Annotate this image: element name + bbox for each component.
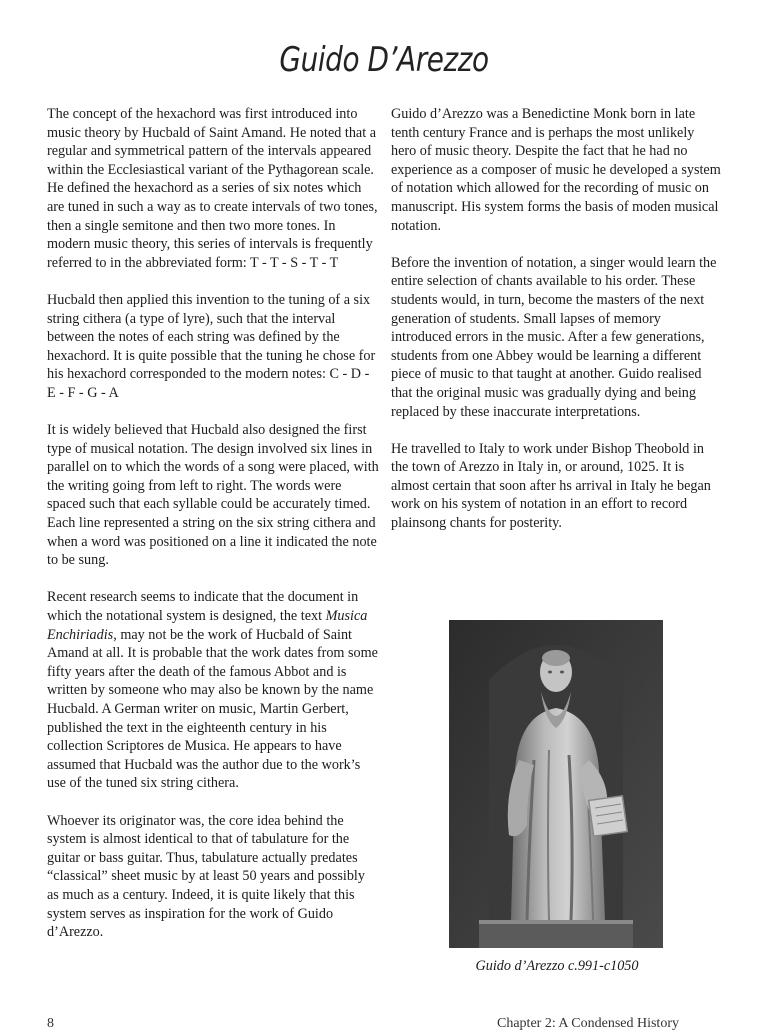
paragraph: Whoever its originator was, the core idea behind the system is almost identical to that of tabulature for the guitar or bass guitar. Thus, tabulature actually predates “classical” sheet music by at least 50 years and possibly as much as a century. Indeed, it is quite likely that this system serves as inspiration for the work of Guido d’Arezzo.	[47, 812, 365, 941]
statue-illustration	[449, 620, 663, 948]
left-column	[47, 105, 379, 942]
chapter-title: Chapter 2: A Condensed History	[497, 1016, 679, 1031]
right-column	[391, 105, 723, 533]
paragraph: Hucbald then applied this invention to the tuning of a six string cithera (a type of lyre), such that the interval between the notes of each string was defined by the hexachord. It is quite possible that the tuning he chose for his hexachord corresponded to the modern notes: C - D - E - F - G - A	[47, 291, 376, 401]
paragraph: He travelled to Italy to work under Bishop Theobold in the town of Arezzo in Italy in, or around, 1025. It is almost certain that soon after hs arrival in Italy he began work on his system of notation in an effort to record plainsong chants for posterity.	[391, 440, 711, 532]
paragraph-text: , may not be the work of Hucbald of Saint Amand at all. It is probable that the work dates from some fifty years after the death of the famous Abbot and is written by someone who may also be known by the name Hucbald. A German writer on music, Martin Gerbert, published the text in the eighteenth century in his collection Scriptores de Musica. He appears to have assumed that Hucbald was the author due to the work’s use of the tuned six string cithera.	[47, 626, 378, 792]
page-number: 8	[47, 1016, 54, 1031]
statue-photo	[449, 620, 663, 948]
figure-caption: Guido d’Arezzo c.991-c1050	[475, 958, 639, 974]
page-title: Guido D’Arezzo	[279, 40, 489, 80]
paragraph: Guido d’Arezzo was a Benedictine Monk born in late tenth century France and is perhaps the most unlikely hero of music theory. Despite the fact that he had no experience as a composer of music he developed a system of notation which allowed for the recording of music on manuscript. His system forms the basis of moden musical notation.	[391, 106, 721, 234]
paragraph: It is widely believed that Hucbald also designed the first type of musical notation. The design involved six lines in parallel on to which the words of a song were placed, with the writing going from left to right. The words were spaced such that each syllable could be accurately timed. Each line represented a string on the six string cithera and when a word was positioned on a line it indicated the note to be sung.	[47, 422, 379, 569]
paragraph-text: Recent research seems to indicate that the document in which the notational system is designed, the text	[47, 589, 359, 625]
book-title: Musica Enchiriadis	[47, 608, 368, 643]
paragraph: Before the invention of notation, a singer would learn the entire selection of chants available to his order. These students would, in turn, become the masters of the next generation of students. Small lapses of memory introduced errors in the music. After a few generations, students from one Abbey would be learning a different piece of music to that taught at another. Guido realised that the original music was gradually dying and being replaced by these inaccurate interpretations.	[391, 254, 717, 420]
paragraph: The concept of the hexachord was first introduced into music theory by Hucbald of Saint Amand. He noted that a regular and symmetrical pattern of the intervals appeared within the Ecclesiastical variant of the Pythagorean scale. He defined the hexachord as a series of six notes which are tuned in such a way as to create intervals of two tones, then a single semitone and then two more tones. In modern music theory, this series of intervals is frequently referred to in the abbreviated form: T - T - S - T - T	[47, 106, 378, 271]
paragraph	[47, 588, 379, 793]
